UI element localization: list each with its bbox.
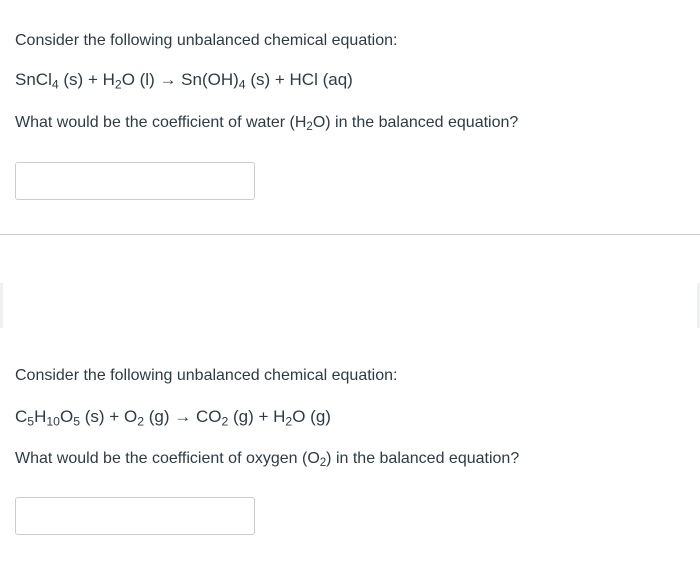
left-edge-mark: [0, 283, 3, 328]
question-2: [0, 337, 700, 569]
question-separator-panel: [0, 235, 700, 337]
question-1-prompt: Consider the following unbalanced chemical equation:: [15, 32, 398, 49]
question-2-answer-input[interactable]: [15, 497, 255, 535]
question-1-text: What would be the coefficient of water $(H_2O)$ in the balanced equation?: [15, 114, 519, 134]
question-1-answer-input[interactable]: [15, 162, 255, 200]
question-2-text: What would be the coefficient of oxygen $(O_2)$ in the balanced equation?: [15, 450, 520, 470]
question-1-equation: SnCl$_4$ $(s) + H_2O$ $(l) \to Sn(OH)_4$ (s) + HCl (aq): [15, 70, 353, 92]
question-1: [0, 0, 700, 234]
question-2-prompt: Consider the following unbalanced chemical equation:: [15, 367, 398, 384]
question-2-equation: $C_5H_{10}O_5$ $(s) + O_2$ $(g) \to CO_2$ $(g) + H_2O$ (g): [15, 407, 331, 429]
